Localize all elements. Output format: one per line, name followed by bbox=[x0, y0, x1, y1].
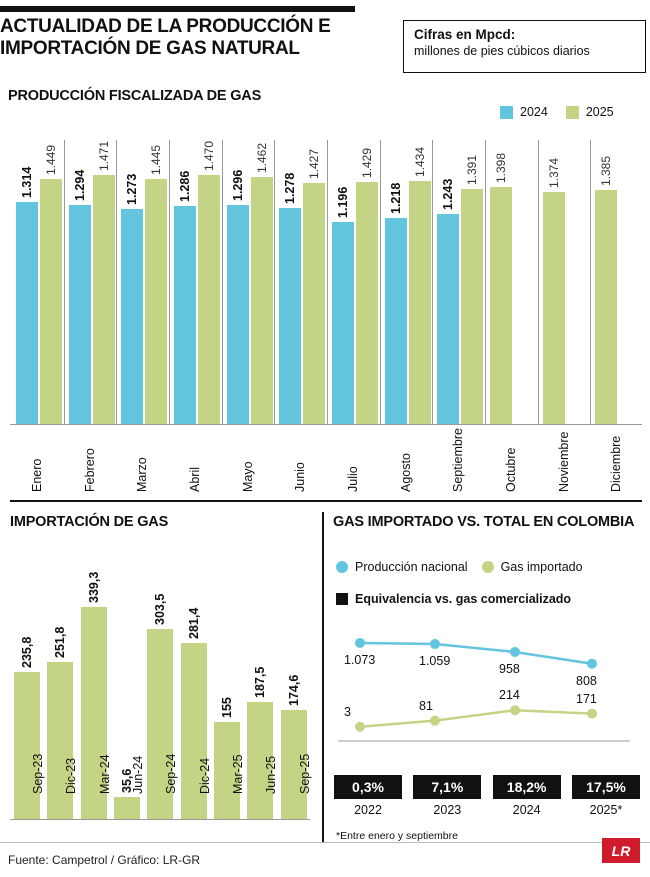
nacional-value: 1.073 bbox=[344, 652, 376, 667]
production-category-label: Abril bbox=[188, 466, 202, 492]
panel-divider bbox=[322, 512, 324, 842]
source-note: Fuente: Campetrol / Gráfico: LR-GR bbox=[8, 853, 201, 867]
production-group bbox=[174, 141, 220, 424]
equivalencia-percent: 17,5% bbox=[572, 775, 640, 799]
production-bar-2025 bbox=[543, 157, 565, 425]
production-bar-2024 bbox=[69, 169, 91, 424]
production-bar-2025-value: 1.391 bbox=[465, 154, 480, 185]
production-group bbox=[595, 155, 617, 424]
production-bar-2025 bbox=[198, 141, 220, 424]
production-tick bbox=[64, 140, 65, 425]
import-category-label: Sep-24 bbox=[164, 753, 179, 794]
import-category-label: Jun-25 bbox=[264, 755, 279, 794]
compare-chart-title: GAS IMPORTADO VS. TOTAL EN COLOMBIA bbox=[333, 514, 635, 530]
production-category-label: Febrero bbox=[82, 448, 97, 492]
import-bar-value: 35,6 bbox=[120, 768, 134, 793]
importado-value: 81 bbox=[419, 698, 433, 713]
production-tick bbox=[274, 140, 275, 425]
import-category-label: Sep-25 bbox=[297, 753, 312, 794]
production-bar-2025-value: 1.449 bbox=[44, 144, 58, 175]
import-category-label: Dic-23 bbox=[64, 757, 79, 794]
unit-title: Cifras en Mpcd: bbox=[414, 27, 516, 42]
production-bar-2024-value: 1.294 bbox=[72, 169, 87, 202]
production-bar-2025-value: 1.385 bbox=[599, 155, 614, 186]
production-tick bbox=[380, 140, 381, 425]
legend-label-2025: 2025 bbox=[585, 105, 614, 119]
production-bar-2025-value: 1.470 bbox=[202, 141, 216, 172]
production-bar-2025-value: 1.445 bbox=[149, 145, 164, 176]
import-category-label: Mar-25 bbox=[231, 754, 245, 794]
legend-swatch-2025 bbox=[566, 106, 579, 119]
nacional-value: 958 bbox=[499, 661, 520, 676]
production-bar-2025 bbox=[251, 142, 273, 424]
production-bar-2024-value: 1.278 bbox=[283, 172, 298, 204]
legend-item-2025 bbox=[566, 105, 614, 119]
production-bar-2025 bbox=[40, 144, 62, 424]
equivalencia-year: 2023 bbox=[433, 803, 462, 817]
production-group bbox=[490, 153, 512, 424]
nacional-value: 1.059 bbox=[419, 654, 451, 669]
production-category-label: Marzo bbox=[135, 457, 150, 492]
production-bar-2024 bbox=[121, 173, 143, 424]
top-rule bbox=[0, 6, 355, 12]
production-group bbox=[16, 144, 62, 424]
page-title: ACTUALIDAD DE LA PRODUCCIÓN E IMPORTACIÓN DE GAS NATURAL bbox=[0, 16, 331, 59]
import-bar-value: 155 bbox=[220, 697, 234, 719]
production-bar-chart bbox=[10, 140, 642, 425]
production-category-label: Septiembre bbox=[451, 428, 466, 492]
legend-label-2024: 2024 bbox=[520, 105, 548, 119]
production-bar-2025-value: 1.374 bbox=[546, 157, 561, 188]
import-bar-value: 251,8 bbox=[53, 626, 68, 658]
production-bar-2024-value: 1.243 bbox=[441, 178, 456, 210]
production-tick bbox=[538, 140, 539, 425]
production-category-labels bbox=[10, 428, 642, 498]
production-group bbox=[121, 145, 167, 424]
unit-box bbox=[403, 20, 646, 73]
equivalencia-item bbox=[334, 775, 402, 817]
legend-item-2024 bbox=[500, 105, 548, 119]
production-bar-2024-value: 1.218 bbox=[388, 182, 403, 214]
equivalencia-row bbox=[334, 775, 640, 817]
production-bar-2025-value: 1.434 bbox=[412, 147, 427, 178]
production-tick bbox=[485, 140, 486, 425]
import-category-label: Jun-24 bbox=[131, 755, 145, 794]
production-group bbox=[385, 147, 431, 424]
production-tick bbox=[590, 140, 591, 425]
production-group bbox=[437, 154, 483, 424]
production-bar-2024 bbox=[279, 172, 301, 424]
production-bar-2025-value: 1.427 bbox=[307, 148, 322, 179]
import-chart-title: IMPORTACIÓN DE GAS bbox=[10, 514, 169, 530]
import-bar-value: 303,5 bbox=[153, 594, 168, 626]
production-bar-2024-value: 1.286 bbox=[178, 171, 192, 203]
production-bar-2025 bbox=[595, 155, 617, 424]
import-bar-value: 174,6 bbox=[286, 674, 301, 706]
production-tick bbox=[432, 140, 433, 425]
equivalencia-percent: 0,3% bbox=[334, 775, 402, 799]
production-bar-2025-value: 1.398 bbox=[494, 153, 508, 184]
production-group bbox=[279, 148, 325, 424]
equivalencia-year: 2024 bbox=[512, 803, 541, 817]
production-category-label: Junio bbox=[293, 462, 308, 492]
legend-label-importado: Gas importado bbox=[500, 560, 583, 574]
production-tick bbox=[169, 140, 170, 425]
production-category-label: Julio bbox=[346, 466, 360, 492]
import-bar-value: 281,4 bbox=[186, 607, 201, 640]
production-category-label: Agosto bbox=[398, 453, 413, 492]
production-axis bbox=[10, 424, 642, 425]
unit-subtitle: millones de pies cúbicos diarios bbox=[414, 44, 590, 59]
compare-line-chart bbox=[330, 520, 642, 850]
equivalencia-percent: 7,1% bbox=[413, 775, 481, 799]
import-category-label: Sep-23 bbox=[31, 753, 45, 794]
importado-value: 3 bbox=[344, 704, 351, 719]
production-bar-2025 bbox=[461, 154, 483, 424]
production-group bbox=[69, 141, 115, 424]
nacional-value: 808 bbox=[576, 673, 597, 688]
production-bar-2025-value: 1.471 bbox=[96, 141, 111, 172]
production-plot-area bbox=[10, 140, 642, 425]
production-bar-2024-value: 1.196 bbox=[336, 186, 350, 218]
import-category-label: Mar-24 bbox=[97, 754, 112, 794]
section-divider bbox=[10, 500, 642, 502]
production-category-label: Mayo bbox=[240, 461, 255, 492]
production-bar-2024-value: 1.314 bbox=[20, 166, 34, 198]
production-bar-2025 bbox=[303, 148, 325, 424]
production-category-label: Diciembre bbox=[609, 435, 624, 492]
production-tick bbox=[116, 140, 117, 425]
production-group bbox=[332, 148, 378, 424]
legend-label-equivalencia: Equivalencia vs. gas comercializado bbox=[355, 592, 572, 606]
production-category-label: Octubre bbox=[504, 447, 518, 492]
production-bar-2025 bbox=[145, 145, 167, 424]
compare-footnote: *Entre enero y septiembre bbox=[336, 830, 458, 842]
production-bar-2025-value: 1.462 bbox=[254, 142, 269, 173]
production-tick bbox=[222, 140, 223, 425]
equivalencia-item bbox=[493, 775, 561, 817]
production-bar-2024 bbox=[332, 186, 354, 424]
production-category-label: Enero bbox=[30, 458, 44, 492]
equivalencia-year: 2022 bbox=[354, 803, 382, 817]
production-category-label: Noviembre bbox=[556, 431, 571, 492]
production-bar-2024 bbox=[227, 169, 249, 424]
production-bar-2025 bbox=[490, 153, 512, 424]
footer-rule bbox=[0, 842, 650, 843]
production-bar-2025 bbox=[409, 147, 431, 424]
production-group bbox=[543, 157, 565, 425]
production-bar-2024-value: 1.273 bbox=[125, 173, 140, 205]
production-tick bbox=[327, 140, 328, 425]
import-bar-value: 339,3 bbox=[86, 571, 101, 603]
legend-swatch-2024 bbox=[500, 106, 513, 119]
equivalencia-year: 2025* bbox=[589, 803, 623, 817]
importado-value: 171 bbox=[576, 691, 597, 706]
production-group bbox=[227, 142, 273, 424]
equivalencia-item bbox=[413, 775, 481, 817]
production-bar-2025 bbox=[356, 148, 378, 424]
equivalencia-percent: 18,2% bbox=[493, 775, 561, 799]
lr-logo: LR bbox=[602, 838, 640, 863]
import-bar-value: 235,8 bbox=[20, 636, 34, 668]
production-bar-2024 bbox=[16, 166, 38, 424]
production-bar-2024-value: 1.296 bbox=[230, 169, 245, 201]
import-category-label: Dic-24 bbox=[197, 757, 212, 794]
production-bar-2024 bbox=[437, 178, 459, 424]
production-bar-2024 bbox=[174, 171, 196, 424]
legend-label-nacional: Producción nacional bbox=[355, 560, 468, 574]
production-bar-2025-value: 1.429 bbox=[360, 148, 374, 179]
main-chart-title: PRODUCCIÓN FISCALIZADA DE GAS bbox=[8, 88, 262, 104]
importado-value: 214 bbox=[499, 688, 520, 703]
production-bar-2025 bbox=[93, 141, 115, 424]
main-chart-legend bbox=[500, 105, 614, 119]
equivalencia-item bbox=[572, 775, 640, 817]
import-bar-value: 187,5 bbox=[253, 666, 268, 698]
production-bar-2024 bbox=[385, 182, 407, 424]
